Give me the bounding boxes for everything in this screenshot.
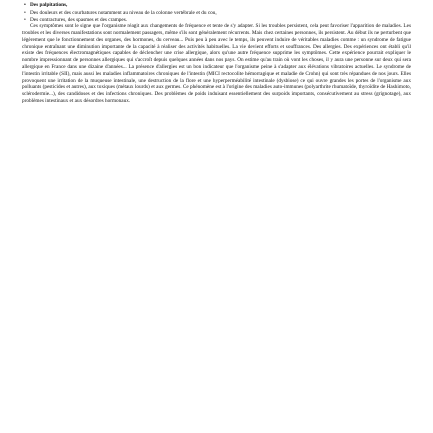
body-paragraph: Ces symptômes sont le signe que l'organisme réagit aux changements de fréquence et tente de s'y adapter. Si les troubles persistent, cela peut favoriser l'apparition de maladies. Les troubles et les diverses manifestations sont normalement passagers, même s'ils sont généralement récurrents. Mais chez certaines personnes, ils persistent. Au début ils ne perturbent que légèrement que le fonctionnement des organes, des hormones, du cerveau... Puis peu à peu avec le temps, ils peuvent induire de véritables maladies comme : un syndrome de fatigue chronique entraînant une diminution importante de la capacité à réaliser des activités habituelles. La vie devient efforts et souffrances. Des allergies. Des expériences ont établi qu'il existe des fréquences électromagnétiques capables de déclencher une crise allergique, alors qu'une autre fréquence supprime les symptômes. Cette expérience pourrait expliquer le nombre impressionnant de personnes allergiques qui s'accroît depuis quelques années dans nos pays. On estime qu'au train où vont les choses, il y aura une personne sur deux qui sera allergique en France dans une dizaine d'années... La présence d'allergies est un bon indicateur que l'organisme peine à s'adapter aux élévations vibratoires actuelles. Le syndrome de l'intestin irritable (SII), mais aussi les maladies inflammatoires chroniques de l'intestin (MICI rectocolite hémorragique et maladie de Crohn) qui sont très répandues de nos jours. Elles provoquent une irritation de la muqueuse intestinale, une destruction de la flore et une hyperperméabilité intestinale (dysbiose) ce qui ouvre grandes les portes de l'organisme aux polluants (pesticides et autres), aux toxiques (métaux lourds) et aux germes. Ce phénomène est à l'origine des maladies auto-immunes (polyarthrite rhumatoïde, thyroïdite de Hashimoto, sclérodermie...), des candidoses et des infections chroniques. Des problèmes de poids induisant essentiellement des surpoids importants, consécutivement au stress (grignotage), aux problèmes intestinaux et aux désordres hormonaux. <box>22 23 411 104</box>
bullet-item-pain <box>22 10 411 17</box>
bullet-marker: • <box>24 16 26 23</box>
bullet-text: Des contractures, des spasmes et des crampes. <box>30 16 128 23</box>
bullet-marker: • <box>24 9 26 16</box>
bullet-item-palpitations <box>22 2 411 9</box>
bullet-marker: • <box>24 2 26 8</box>
bullet-text: Des douleurs et des courbatures notamment au niveau de la colonne vertébrale et du cou, <box>30 9 217 16</box>
bullet-text: Des palpitations, <box>30 2 68 8</box>
